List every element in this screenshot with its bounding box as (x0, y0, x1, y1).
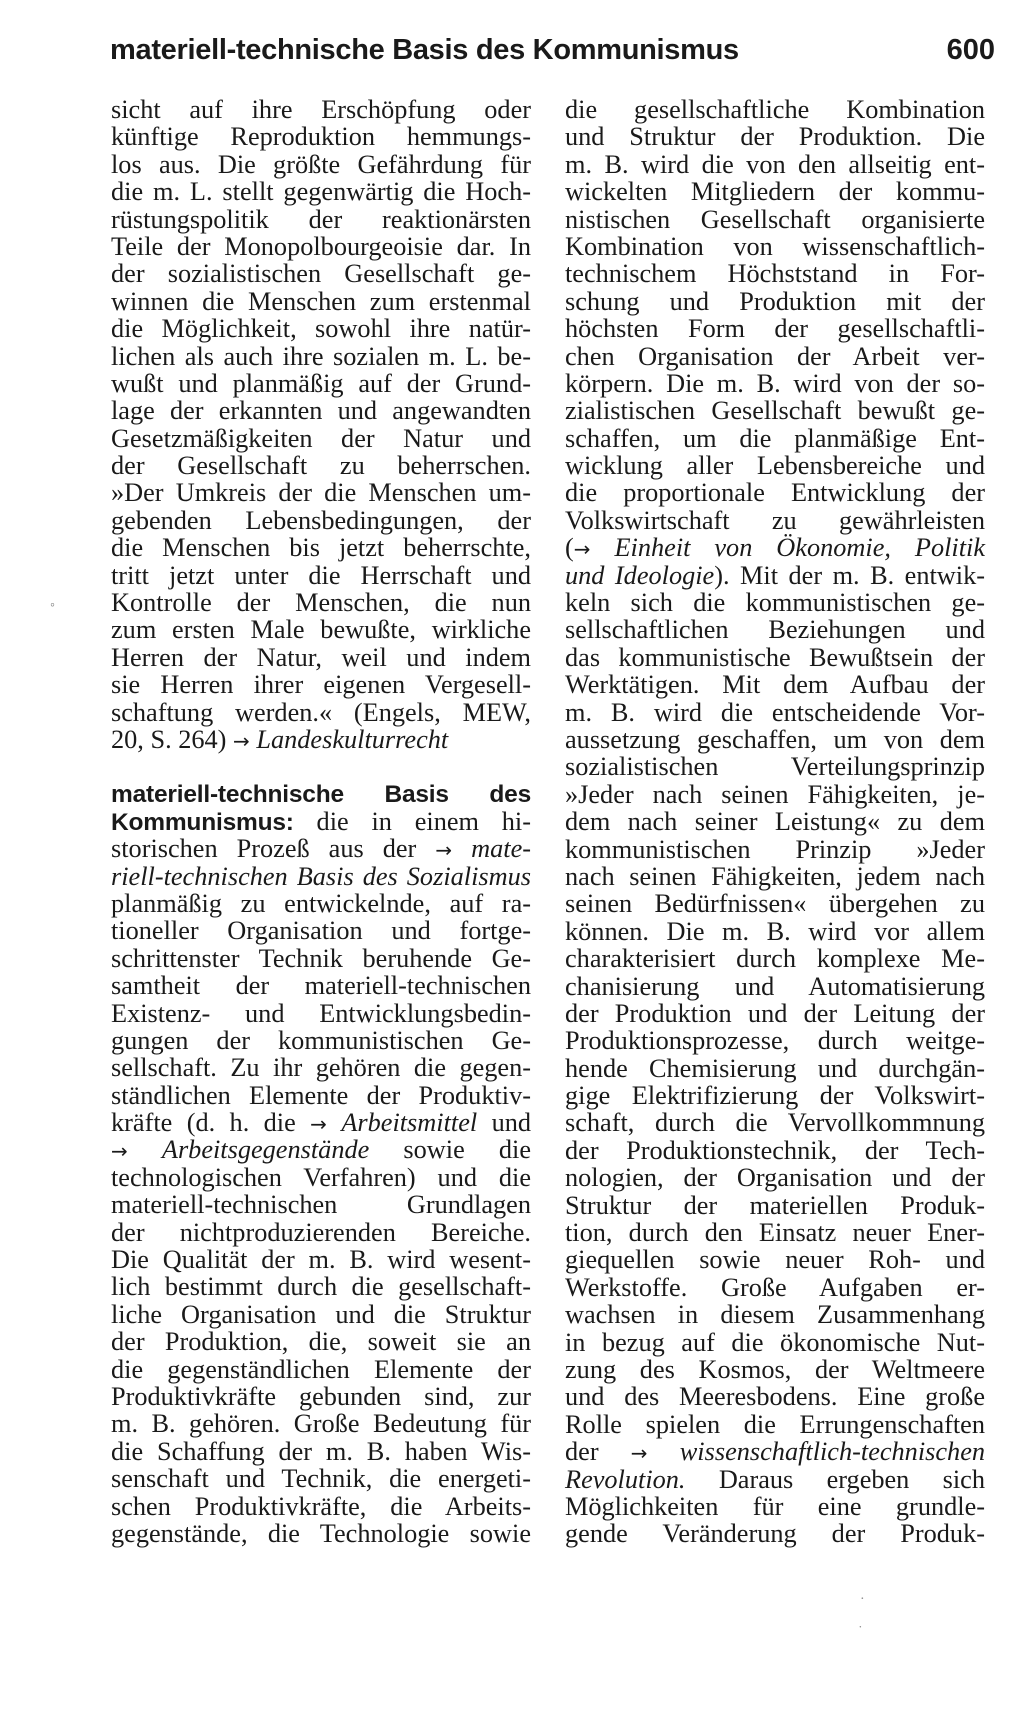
text-line: samtheit der materiell-technischen (111, 971, 531, 1001)
text-line: m. B. wird die von den allseitig ent- (565, 149, 985, 179)
cross-reference-link[interactable]: und Ideologie (565, 560, 715, 590)
text-line: materiell-technischen Grundlagen (111, 1190, 531, 1220)
cross-reference-arrow-icon: → (233, 728, 250, 753)
text-line: tioneller Organisation und fortge- (111, 916, 531, 946)
text-line: sozialistischen Verteilungsprinzip (565, 752, 985, 782)
text-line: Möglichkeiten für eine grundle- (565, 1491, 985, 1521)
text-line: keln sich die kommunistischen ge- (565, 588, 985, 618)
text-line: giequellen sowie neuer Roh- und (565, 1245, 985, 1275)
text-line: Rolle spielen die Errungenschaften (565, 1409, 985, 1439)
text-line: lage der erkannten und angewandten (111, 396, 531, 426)
text-line: aussetzung geschaffen, um von dem (565, 724, 985, 754)
text-line: Produktivkräfte gebunden sind, zur (111, 1381, 531, 1411)
cross-reference-arrow-icon: → (435, 838, 453, 863)
text-line: Kommunismus: die in einem hi- (111, 806, 531, 836)
scan-speck: ˙ (858, 1624, 863, 1639)
text-line: zung des Kosmos, der Weltmeere (565, 1354, 985, 1384)
text-line: der nichtproduzierenden Bereiche. (111, 1217, 531, 1247)
text-line: Existenz- und Entwicklungsbedin- (111, 998, 531, 1028)
text-line: charakterisiert durch komplexe Me- (565, 944, 985, 974)
text-line: künftige Reproduktion hemmungs- (111, 122, 531, 152)
text-line: Produktionsprozesse, durch weitge- (565, 1026, 985, 1056)
text-line: der sozialistischen Gesellschaft ge- (111, 259, 531, 289)
cross-reference-arrow-icon: → (111, 1139, 128, 1164)
text-line: liche Organisation und die Struktur (111, 1299, 531, 1329)
margin-mark: ◦ (50, 598, 55, 613)
cross-reference-link[interactable]: Landeskulturrecht (256, 724, 449, 754)
text-line: schen Produktivkräfte, die Arbeits- (111, 1491, 531, 1521)
text-line: Kombination von wissenschaftlich- (565, 231, 985, 261)
entry-body (565, 96, 985, 534)
text-line: rüstungspolitik der reaktionärsten (111, 204, 531, 234)
text-line: und Struktur der Produktion. Die (565, 122, 985, 152)
cross-reference-link[interactable]: wissenschaftlich-technischen (679, 1437, 986, 1467)
text-line: gebenden Lebensbedingungen, der (111, 505, 531, 535)
text-line: das kommunistische Bewußtsein der (565, 642, 985, 672)
text-line: Kontrolle der Menschen, die nun (111, 588, 531, 618)
right-column (565, 96, 985, 1548)
text-line: storischen Prozeß aus der → mate- (111, 834, 531, 864)
entry-body (565, 589, 985, 1438)
text-line: gegenstände, die Technologie sowie (111, 1518, 531, 1548)
cross-reference-arrow-icon: → (573, 537, 591, 562)
text-line: wicklung aller Lebensbereiche und (565, 451, 985, 481)
text-line: die gegenständlichen Elemente der (111, 1354, 531, 1384)
text-line: nistischen Gesellschaft organisierte (565, 204, 985, 234)
text-line: → Arbeitsgegenstände sowie die (111, 1135, 531, 1165)
text-line: m. B. gehören. Große Bedeutung für (111, 1409, 531, 1439)
entry-body (565, 1493, 985, 1548)
text-line: die Schaffung der m. B. haben Wis- (111, 1436, 531, 1466)
text-line: Teile der Monopolbourgeoisie dar. In (111, 231, 531, 261)
text-line: hende Chemisierung und durchgän- (565, 1053, 985, 1083)
text-line: der Gesellschaft zu beherrschen. (111, 451, 531, 481)
text-line: Revolution. Daraus ergeben sich (565, 1464, 985, 1494)
text-line: in bezug auf die ökonomische Nut- (565, 1327, 985, 1357)
text-line: »Jeder nach seinen Fähigkeiten, je- (565, 779, 985, 809)
cross-reference-arrow-icon: → (310, 1112, 327, 1137)
text-line: tritt jetzt unter die Herrschaft und (111, 560, 531, 590)
text-line: schaftung werden.« (Engels, MEW, (111, 697, 531, 727)
text-line: schaft, durch die Vervollkommnung (565, 1108, 985, 1138)
text-line: können. Die m. B. wird vor allem (565, 916, 985, 946)
cross-reference-link[interactable]: Einheit von Ökonomie, Politik (614, 533, 985, 563)
text-line: sicht auf ihre Erschöpfung oder (111, 95, 531, 124)
text-line: und Ideologie). Mit der m. B. entwik- (565, 560, 985, 590)
text-line: los aus. Die größte Gefährdung für (111, 149, 531, 179)
text-line: seinen Bedürfnissen« übergehen zu (565, 889, 985, 919)
text-line: Struktur der materiellen Produk- (565, 1190, 985, 1220)
text-line: Werkstoffe. Große Aufgaben er- (565, 1272, 985, 1302)
running-head: materiell-technische Basis des Kommunismus (110, 34, 739, 66)
left-column (111, 96, 531, 1547)
text-line: gende Veränderung der Produk- (565, 1519, 985, 1549)
text-line: Werktätigen. Mit dem Aufbau der (565, 670, 985, 700)
text-line: senschaft und Technik, die energeti- (111, 1464, 531, 1494)
cross-reference-link[interactable]: riell-technischen Basis des Sozialismus (111, 861, 531, 891)
text-line: nach seinen Fähigkeiten, jedem nach (565, 861, 985, 891)
text-line: zialistischen Gesellschaft bewußt ge- (565, 396, 985, 426)
text-line: die m. L. stellt gegenwärtig die Hoch- (111, 177, 531, 207)
cross-reference-link[interactable]: Revolution. (565, 1464, 686, 1494)
page-header (110, 34, 995, 82)
text-line: schaffen, um die planmäßige Ent- (565, 423, 985, 453)
text-line: der → wissenschaftlich-technischen (565, 1437, 986, 1467)
text-line: wußt und planmäßig auf der Grund- (111, 368, 531, 398)
text-line: Gesetzmäßigkeiten der Natur und (111, 423, 531, 453)
text-line (111, 780, 531, 807)
text-line: (→ Einheit von Ökonomie, Politik (565, 533, 985, 563)
page-number: 600 (946, 34, 995, 66)
text-line: der Produktionstechnik, der Tech- (565, 1135, 985, 1165)
cross-reference-link[interactable]: Arbeitsgegenstände (161, 1135, 370, 1165)
text-line: m. B. wird die entscheidende Vor- (565, 697, 985, 727)
text-line: winnen die Menschen zum erstenmal (111, 286, 531, 316)
cross-reference-link[interactable]: Arbeitsmittel (341, 1108, 478, 1138)
text-line: wachsen in diesem Zusammenhang (565, 1300, 985, 1330)
text-line: gungen der kommunistischen Ge- (111, 1025, 531, 1055)
text-line: kommunistischen Prinzip »Jeder (565, 834, 985, 864)
text-line: technologischen Verfahren) und die (111, 1162, 531, 1192)
text-line: Volkswirtschaft zu gewährleisten (565, 505, 985, 535)
cross-reference-link[interactable]: mate- (471, 834, 531, 864)
text-line: die gesellschaftliche Kombination (565, 95, 985, 124)
text-line: schrittenster Technik beruhende Ge- (111, 943, 531, 973)
text-line: zum ersten Male bewußte, wirkliche (111, 615, 531, 645)
entry-body (111, 890, 531, 1109)
text-line: sie Herren ihrer eigenen Vergesell- (111, 670, 531, 700)
text-line: die proportionale Entwicklung der (565, 478, 985, 508)
cross-reference-arrow-icon: → (630, 1441, 648, 1466)
text-line: körpern. Die m. B. wird von der so- (565, 368, 985, 398)
text-line: Die Qualität der m. B. wird wesent- (111, 1245, 531, 1275)
scan-speck: · (860, 1592, 865, 1607)
text-line: chanisierung und Automatisierung (565, 971, 985, 1001)
text-line: schung und Produktion mit der (565, 286, 985, 316)
text-line: planmäßig zu entwickelnde, auf ra- (111, 888, 531, 918)
text-line: lich bestimmt durch die gesellschaft- (111, 1272, 531, 1302)
text-line: der Produktion, die, soweit sie an (111, 1327, 531, 1357)
text-line: tion, durch den Einsatz neuer Ener- (565, 1218, 985, 1248)
text-line: Herren der Natur, weil und indem (111, 642, 531, 672)
entry-headword: materiell-technische Basis des (111, 781, 531, 809)
text-line: kräfte (d. h. die → Arbeitsmittel und (111, 1108, 532, 1138)
text-line: und des Meeresbodens. Eine große (565, 1382, 985, 1412)
text-line: höchsten Form der gesellschaftli- (565, 314, 985, 344)
text-line: »Der Umkreis der die Menschen um- (111, 478, 531, 508)
text-line: dem nach seiner Leistung« zu dem (565, 807, 985, 837)
text-line: wickelten Mitgliedern der kommu- (565, 177, 985, 207)
text-line: gige Elektrifizierung der Volkswirt- (565, 1081, 985, 1111)
entry-body (111, 1164, 531, 1547)
text-line (111, 863, 531, 890)
text-line: technischem Höchststand in For- (565, 259, 985, 289)
text-line: lichen als auch ihre sozialen m. L. be- (111, 341, 531, 371)
text-line: die Möglichkeit, sowohl ihre natür- (111, 314, 531, 344)
text-line: nologien, der Organisation und der (565, 1163, 985, 1193)
text-line: der Produktion und der Leitung der (565, 998, 985, 1028)
previous-entry-continuation (111, 96, 531, 726)
entry-headword-cont: Kommunismus: (111, 808, 294, 836)
text-line: die Menschen bis jetzt beherrschte, (111, 533, 531, 563)
text-line: sellschaftlichen Beziehungen und (565, 615, 985, 645)
text-line: sellschaft. Zu ihr gehören die gegen- (111, 1053, 531, 1083)
text-line: chen Organisation der Arbeit ver- (565, 341, 985, 371)
text-line: ständlichen Elemente der Produktiv- (111, 1080, 531, 1110)
text-line: 20, S. 264) → Landeskulturrecht (111, 724, 449, 754)
